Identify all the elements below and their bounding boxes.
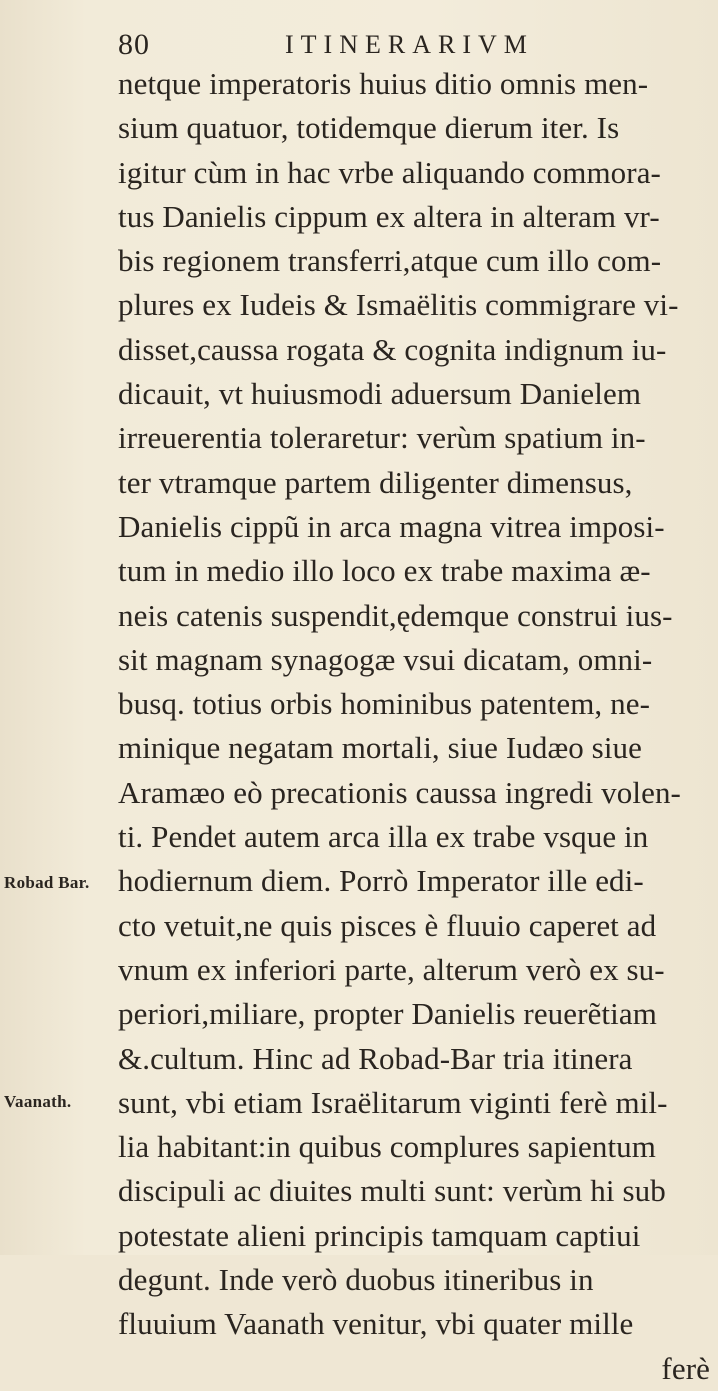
text-line: tum in medio illo loco ex trabe maxima æ- — [118, 553, 651, 589]
text-line: bis regionem transferri,atque cum illo com- — [118, 243, 662, 279]
text-line: Danielis cippũ in arca magna vitrea imposi- — [118, 508, 665, 544]
text-line: degunt. Inde verò duobus itineribus in — [118, 1262, 594, 1298]
text-line: busq. totius orbis hominibus patentem, ne- — [118, 686, 651, 722]
margin-note-vaanath: Vaanath. — [4, 1092, 72, 1111]
text-line: minique negatam mortali, siue Iudæo siue — [118, 730, 643, 766]
text-line: sit magnam synagogæ vsui dicatam, omni- — [118, 641, 653, 677]
text-line: fluuium Vaanath venitur, vbi quater mille — [118, 1306, 634, 1342]
text-line: neis catenis suspendit,ędemque construi ius- — [118, 597, 673, 633]
text-line: ti. Pendet autem arca illa ex trabe vsque in — [118, 819, 649, 855]
page-number: 80 — [118, 28, 150, 61]
text-line: discipuli ac diuites multi sunt: verùm hi sub — [118, 1173, 666, 1209]
text-line: dicauit, vt huiusmodi aduersum Danielem — [118, 376, 642, 412]
text-line: igitur cùm in hac vrbe aliquando commora- — [118, 154, 661, 190]
text-line: lia habitant:in quibus complures sapientum — [118, 1129, 656, 1165]
text-line: ter vtramque partem diligenter dimensus, — [118, 464, 633, 500]
body-text — [118, 62, 710, 1391]
margin-note-robad-bar: Robad Bar. — [4, 873, 90, 892]
text-line: sium quatuor, totidemque dierum iter. Is — [118, 110, 620, 146]
text-line: plures ex Iudeis & Ismaëlitis commigrare vi- — [118, 287, 679, 323]
text-line: vnum ex inferiori parte, alterum verò ex su- — [118, 951, 665, 987]
text-line: disset,caussa rogata & cognita indignum iu- — [118, 331, 667, 367]
text-line: cto vetuit,ne quis pisces è fluuio caperet ad — [118, 907, 657, 943]
running-title: ITINERARIVM — [285, 30, 534, 59]
text-line: periori,miliare, propter Danielis reuerẽtiam — [118, 996, 657, 1032]
catchword: ferè — [661, 1350, 710, 1386]
text-line: sunt, vbi etiam Israëlitarum viginti ferè mil- — [118, 1084, 668, 1120]
text-line: tus Danielis cippum ex altera in alteram vr- — [118, 198, 660, 234]
page-header — [118, 28, 538, 62]
text-line: &.cultum. Hinc ad Robad-Bar tria itinera — [118, 1040, 633, 1076]
text-line: Aramæo eò precationis caussa ingredi volen- — [118, 774, 681, 810]
text-line: irreuerentia toleraretur: verùm spatium in- — [118, 420, 646, 456]
text-line: hodiernum diem. Porrò Imperator ille edi- — [118, 863, 644, 899]
text-line: potestate alieni principis tamquam captiui — [118, 1217, 641, 1253]
text-line: netque imperatoris huius ditio omnis men- — [118, 66, 649, 101]
